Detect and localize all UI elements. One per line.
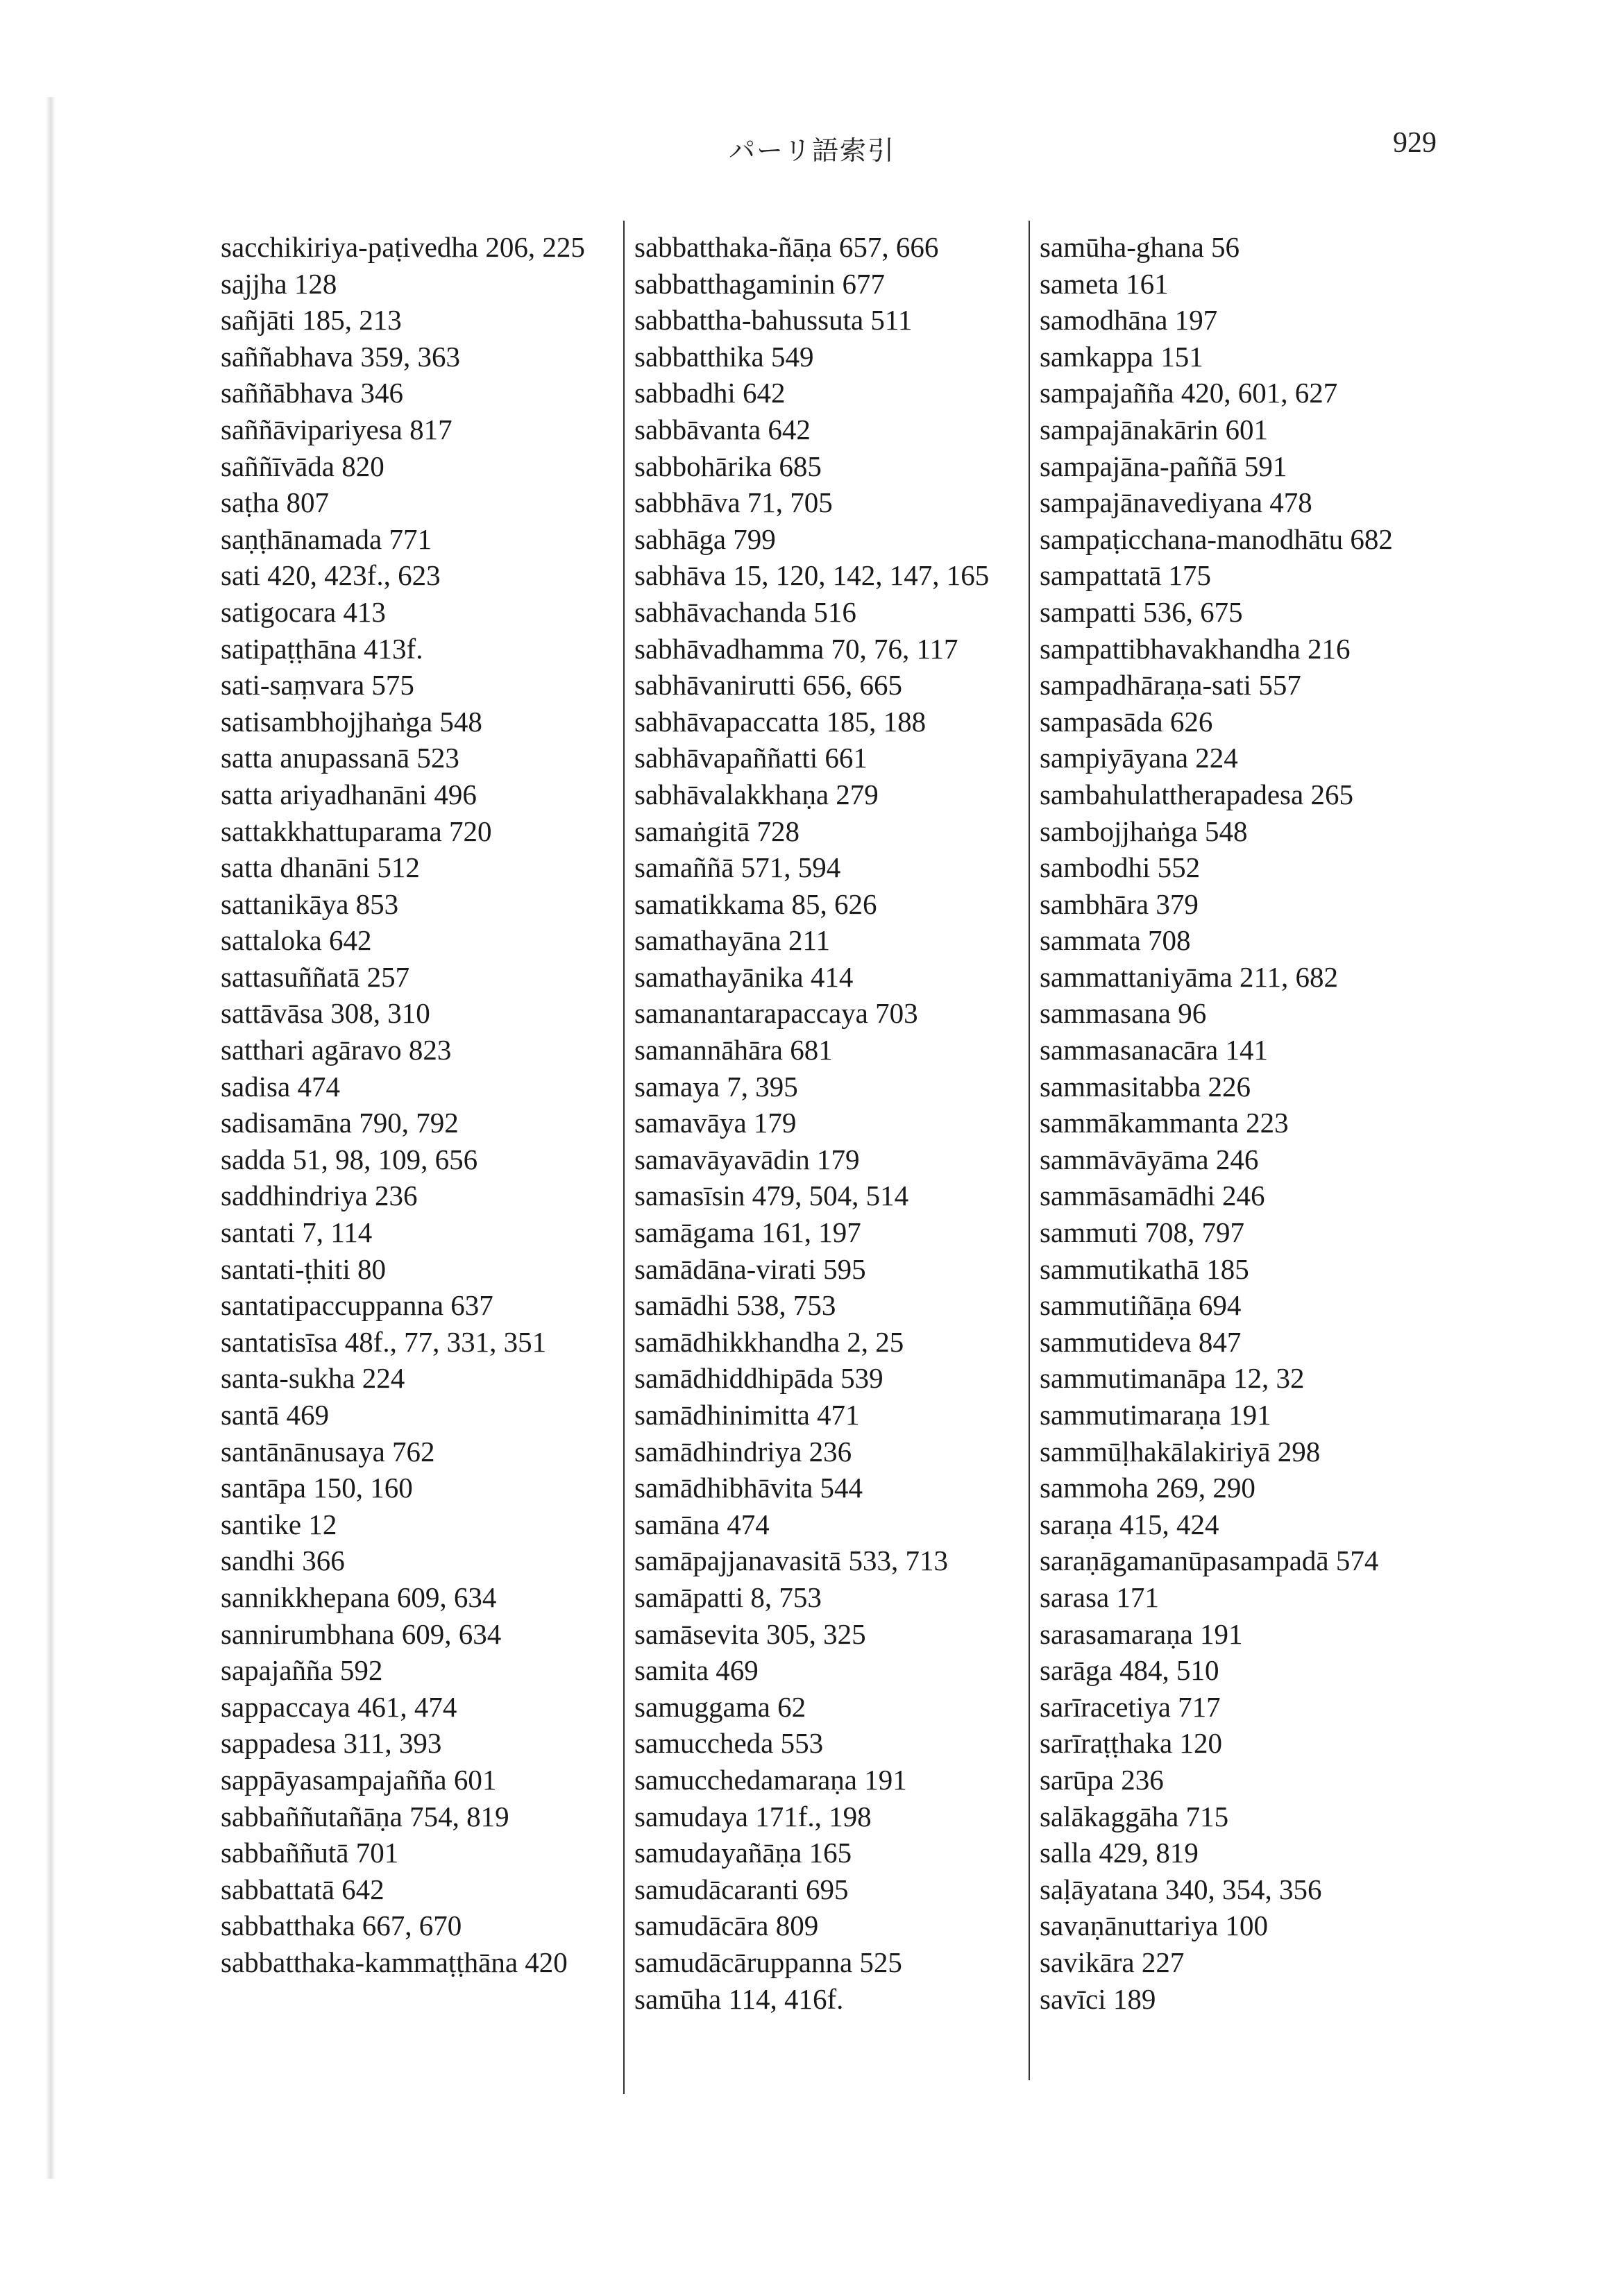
index-entry: sabhāvadhamma 70, 76, 117	[634, 632, 958, 665]
index-entry: samāpajjanavasitā 533, 713	[634, 1545, 949, 1577]
index-entry: samādhiddhipāda 539	[634, 1362, 883, 1395]
index-entry: sabhāvapaññatti 661	[634, 742, 868, 774]
index-entry: santā 469	[221, 1399, 329, 1431]
index-entry: sannikkhepana 609, 634	[221, 1581, 497, 1613]
index-entry: sarīracetiya 717	[1040, 1690, 1221, 1723]
index-entry: sampattibhavakhandha 216	[1040, 632, 1351, 665]
index-entry: sabhāga 799	[634, 522, 776, 555]
index-entry: sammutimanāpa 12, 32	[1040, 1362, 1305, 1395]
index-entry: sabhāvanirutti 656, 665	[634, 669, 903, 701]
index-entry: satthari agāravo 823	[221, 1034, 452, 1066]
index-entry: santāpa 150, 160	[221, 1472, 413, 1504]
index-entry: samāpatti 8, 753	[634, 1581, 822, 1613]
index-entry: sampajāna-paññā 591	[1040, 450, 1287, 482]
index-entry: sañjāti 185, 213	[221, 304, 402, 337]
index-entry: sampiyāyana 224	[1040, 742, 1238, 774]
index-entry: sammoha 269, 290	[1040, 1472, 1255, 1504]
index-entry: samāna 474	[634, 1508, 770, 1540]
index-entry: sabbāvanta 642	[634, 413, 811, 445]
index-entry: samaya 7, 395	[634, 1070, 798, 1103]
index-entry: sammutiñāṇa 694	[1040, 1289, 1242, 1322]
index-entry: sabbadhi 642	[634, 377, 786, 409]
index-entry: sandhi 366	[221, 1545, 345, 1577]
index-entry: sattaloka 642	[221, 924, 372, 957]
index-entry: saraṇa 415, 424	[1040, 1508, 1219, 1540]
index-entry: sattāvāsa 308, 310	[221, 997, 430, 1030]
index-entry: sarasamaraṇa 191	[1040, 1617, 1243, 1650]
index-entry: sammuti 708, 797	[1040, 1216, 1244, 1249]
page-number: 929	[1393, 127, 1437, 159]
index-entry: sappāyasampajañña 601	[221, 1763, 497, 1796]
column-rule-1	[623, 221, 625, 2094]
index-entry: samudācaranti 695	[634, 1873, 849, 1905]
index-entry: sampajānakārin 601	[1040, 413, 1269, 445]
index-entry: saññabhava 359, 363	[221, 340, 460, 373]
index-entry: sannirumbhana 609, 634	[221, 1617, 502, 1650]
index-entry: samucchedamaraṇa 191	[634, 1763, 907, 1796]
index-entry: sampatti 536, 675	[1040, 595, 1243, 628]
index-entry: samodhāna 197	[1040, 304, 1218, 337]
column-rule-2	[1029, 221, 1030, 2080]
index-entry: sampaṭicchana-manodhātu 682	[1040, 522, 1393, 555]
index-entry: sappaccaya 461, 474	[221, 1690, 457, 1723]
index-entry: sammūḷhakālakiriyā 298	[1040, 1435, 1321, 1468]
index-entry: sammāsamādhi 246	[1040, 1180, 1265, 1212]
index-entry: sabbohārika 685	[634, 450, 822, 482]
index-entry: sammasitabba 226	[1040, 1070, 1251, 1103]
index-entry: saññābhava 346	[221, 377, 403, 409]
index-entry: savaṇānuttariya 100	[1040, 1910, 1269, 1942]
index-entry: santatipaccuppanna 637	[221, 1289, 493, 1322]
index-entry: sammutimaraṇa 191	[1040, 1399, 1271, 1431]
index-entry: samaṅgitā 728	[634, 815, 800, 847]
index-entry: sarasa 171	[1040, 1581, 1159, 1613]
index-entry: sabbattatā 642	[221, 1873, 384, 1905]
index-entry: sapajañña 592	[221, 1654, 383, 1687]
index-entry: sappadesa 311, 393	[221, 1727, 442, 1760]
index-entry: saraṇāgamanūpasampadā 574	[1040, 1545, 1379, 1577]
index-entry: sammasanacāra 141	[1040, 1034, 1268, 1066]
index-entry: sabbatthaka-ñāṇa 657, 666	[634, 231, 939, 263]
binding-shadow	[46, 97, 56, 2179]
index-entry: sammata 708	[1040, 924, 1191, 957]
index-entry: santike 12	[221, 1508, 337, 1540]
index-entry: saddhindriya 236	[221, 1180, 418, 1212]
index-entry: sadisa 474	[221, 1070, 340, 1103]
running-head: パーリ語索引	[728, 135, 895, 166]
index-entry: sabbaññutañāṇa 754, 819	[221, 1800, 509, 1832]
index-entry: sammattaniyāma 211, 682	[1040, 960, 1339, 993]
index-entry: samavāyavādin 179	[634, 1143, 860, 1175]
index-entry: sattasuññatā 257	[221, 960, 410, 993]
index-entry: samasīsin 479, 504, 514	[634, 1180, 909, 1212]
index-entry: saṭha 807	[221, 486, 329, 519]
index-entry: sammākammanta 223	[1040, 1107, 1289, 1139]
index-entry: sammāvāyāma 246	[1040, 1143, 1259, 1175]
index-entry: savikāra 227	[1040, 1946, 1185, 1978]
index-entry: samuccheda 553	[634, 1727, 824, 1760]
index-entry: sabhāvachanda 516	[634, 595, 856, 628]
index-entry: sabbatthaka-kammaṭṭhāna 420	[221, 1946, 568, 1978]
index-entry: satta dhanāni 512	[221, 851, 420, 884]
index-entry: sampasāda 626	[1040, 705, 1213, 738]
index-entry: santati 7, 114	[221, 1216, 373, 1249]
index-entry: santa-sukha 224	[221, 1362, 405, 1395]
index-entry: saññīvāda 820	[221, 450, 384, 482]
index-entry: samādhi 538, 753	[634, 1289, 836, 1322]
index-entry: sabbatthaka 667, 670	[221, 1910, 462, 1942]
index-entry: sadisamāna 790, 792	[221, 1107, 459, 1139]
index-entry: sampajañña 420, 601, 627	[1040, 377, 1338, 409]
index-entry: samāgama 161, 197	[634, 1216, 861, 1249]
index-entry: sacchikiriya-paṭivedha 206, 225	[221, 231, 585, 263]
index-entry: sammutideva 847	[1040, 1325, 1242, 1358]
index-entry: sammutikathā 185	[1040, 1252, 1249, 1285]
index-entry: sampajānavediyana 478	[1040, 486, 1312, 519]
index-entry: samavāya 179	[634, 1107, 797, 1139]
index-entry: sambhāra 379	[1040, 887, 1199, 920]
index-entry: samāsevita 305, 325	[634, 1617, 866, 1650]
index-entry: salākaggāha 715	[1040, 1800, 1229, 1832]
index-entry: santati-ṭhiti 80	[221, 1252, 386, 1285]
index-entry: sattakkhattuparama 720	[221, 815, 492, 847]
index-column-1	[221, 229, 609, 1981]
index-entry: sati 420, 423f., 623	[221, 559, 441, 592]
index-entry: samudācāra 809	[634, 1910, 819, 1942]
index-entry: sambahulattherapadesa 265	[1040, 778, 1353, 810]
index-entry: saṇṭhānamada 771	[221, 522, 432, 555]
index-entry: saññāvipariyesa 817	[221, 413, 452, 445]
index-entry: sabbattha-bahussuta 511	[634, 304, 913, 337]
index-entry: samādāna-virati 595	[634, 1252, 866, 1285]
index-entry: sabhāvapaccatta 185, 188	[634, 705, 927, 738]
index-entry: sarūpa 236	[1040, 1763, 1164, 1796]
index-entry: satta anupassanā 523	[221, 742, 459, 774]
index-entry: santānānusaya 762	[221, 1435, 435, 1468]
index-entry: samādhinimitta 471	[634, 1399, 860, 1431]
index-entry: savīci 189	[1040, 1982, 1156, 2015]
index-entry: santatisīsa 48f., 77, 331, 351	[221, 1325, 547, 1358]
index-entry: sarīraṭṭhaka 120	[1040, 1727, 1222, 1760]
index-entry: samādhindriya 236	[634, 1435, 852, 1468]
index-entry: salla 429, 819	[1040, 1837, 1199, 1869]
index-entry: samaññā 571, 594	[634, 851, 841, 884]
index-entry: sarāga 484, 510	[1040, 1654, 1219, 1687]
index-entry: samādhibhāvita 544	[634, 1472, 863, 1504]
index-entry: sabhāva 15, 120, 142, 147, 165	[634, 559, 990, 592]
index-entry: sammasana 96	[1040, 997, 1207, 1030]
index-entry: sampadhāraṇa-sati 557	[1040, 669, 1301, 701]
index-entry: sabbatthagaminin 677	[634, 267, 885, 300]
index-column-2	[634, 229, 1023, 2017]
index-entry: sattanikāya 853	[221, 887, 399, 920]
index-entry: samatikkama 85, 626	[634, 887, 877, 920]
index-entry: sabbatthika 549	[634, 340, 814, 373]
index-entry: samūha-ghana 56	[1040, 231, 1240, 263]
index-entry: satisambhojjhaṅga 548	[221, 705, 482, 738]
index-column-3	[1040, 229, 1484, 2017]
index-entry: sati-saṃvara 575	[221, 669, 414, 701]
index-entry: sambodhi 552	[1040, 851, 1201, 884]
index-entry: samudācāruppanna 525	[634, 1946, 902, 1978]
index-entry: samannāhāra 681	[634, 1034, 833, 1066]
index-entry: sambojjhaṅga 548	[1040, 815, 1248, 847]
index-entry: samudaya 171f., 198	[634, 1800, 872, 1832]
index-entry: samita 469	[634, 1654, 759, 1687]
index-entry: satta ariyadhanāni 496	[221, 778, 477, 810]
index-entry: satigocara 413	[221, 595, 386, 628]
index-entry: sabbaññutā 701	[221, 1837, 399, 1869]
index-entry: samuggama 62	[634, 1690, 806, 1723]
index-entry: satipaṭṭhāna 413f.	[221, 632, 423, 665]
index-entry: sabhāvalakkhaṇa 279	[634, 778, 879, 810]
index-entry: samādhikkhandha 2, 25	[634, 1325, 904, 1358]
index-entry: saḷāyatana 340, 354, 356	[1040, 1873, 1322, 1905]
index-entry: sameta 161	[1040, 267, 1169, 300]
index-entry: sampattatā 175	[1040, 559, 1212, 592]
index-entry: samkappa 151	[1040, 340, 1203, 373]
index-entry: samūha 114, 416f.	[634, 1982, 844, 2015]
index-entry: samathayānika 414	[634, 960, 854, 993]
index-entry: sajjha 128	[221, 267, 337, 300]
index-entry: samudayañāṇa 165	[634, 1837, 852, 1869]
index-entry: samanantarapaccaya 703	[634, 997, 918, 1030]
index-entry: sadda 51, 98, 109, 656	[221, 1143, 478, 1175]
index-entry: samathayāna 211	[634, 924, 830, 957]
index-entry: sabbhāva 71, 705	[634, 486, 833, 519]
